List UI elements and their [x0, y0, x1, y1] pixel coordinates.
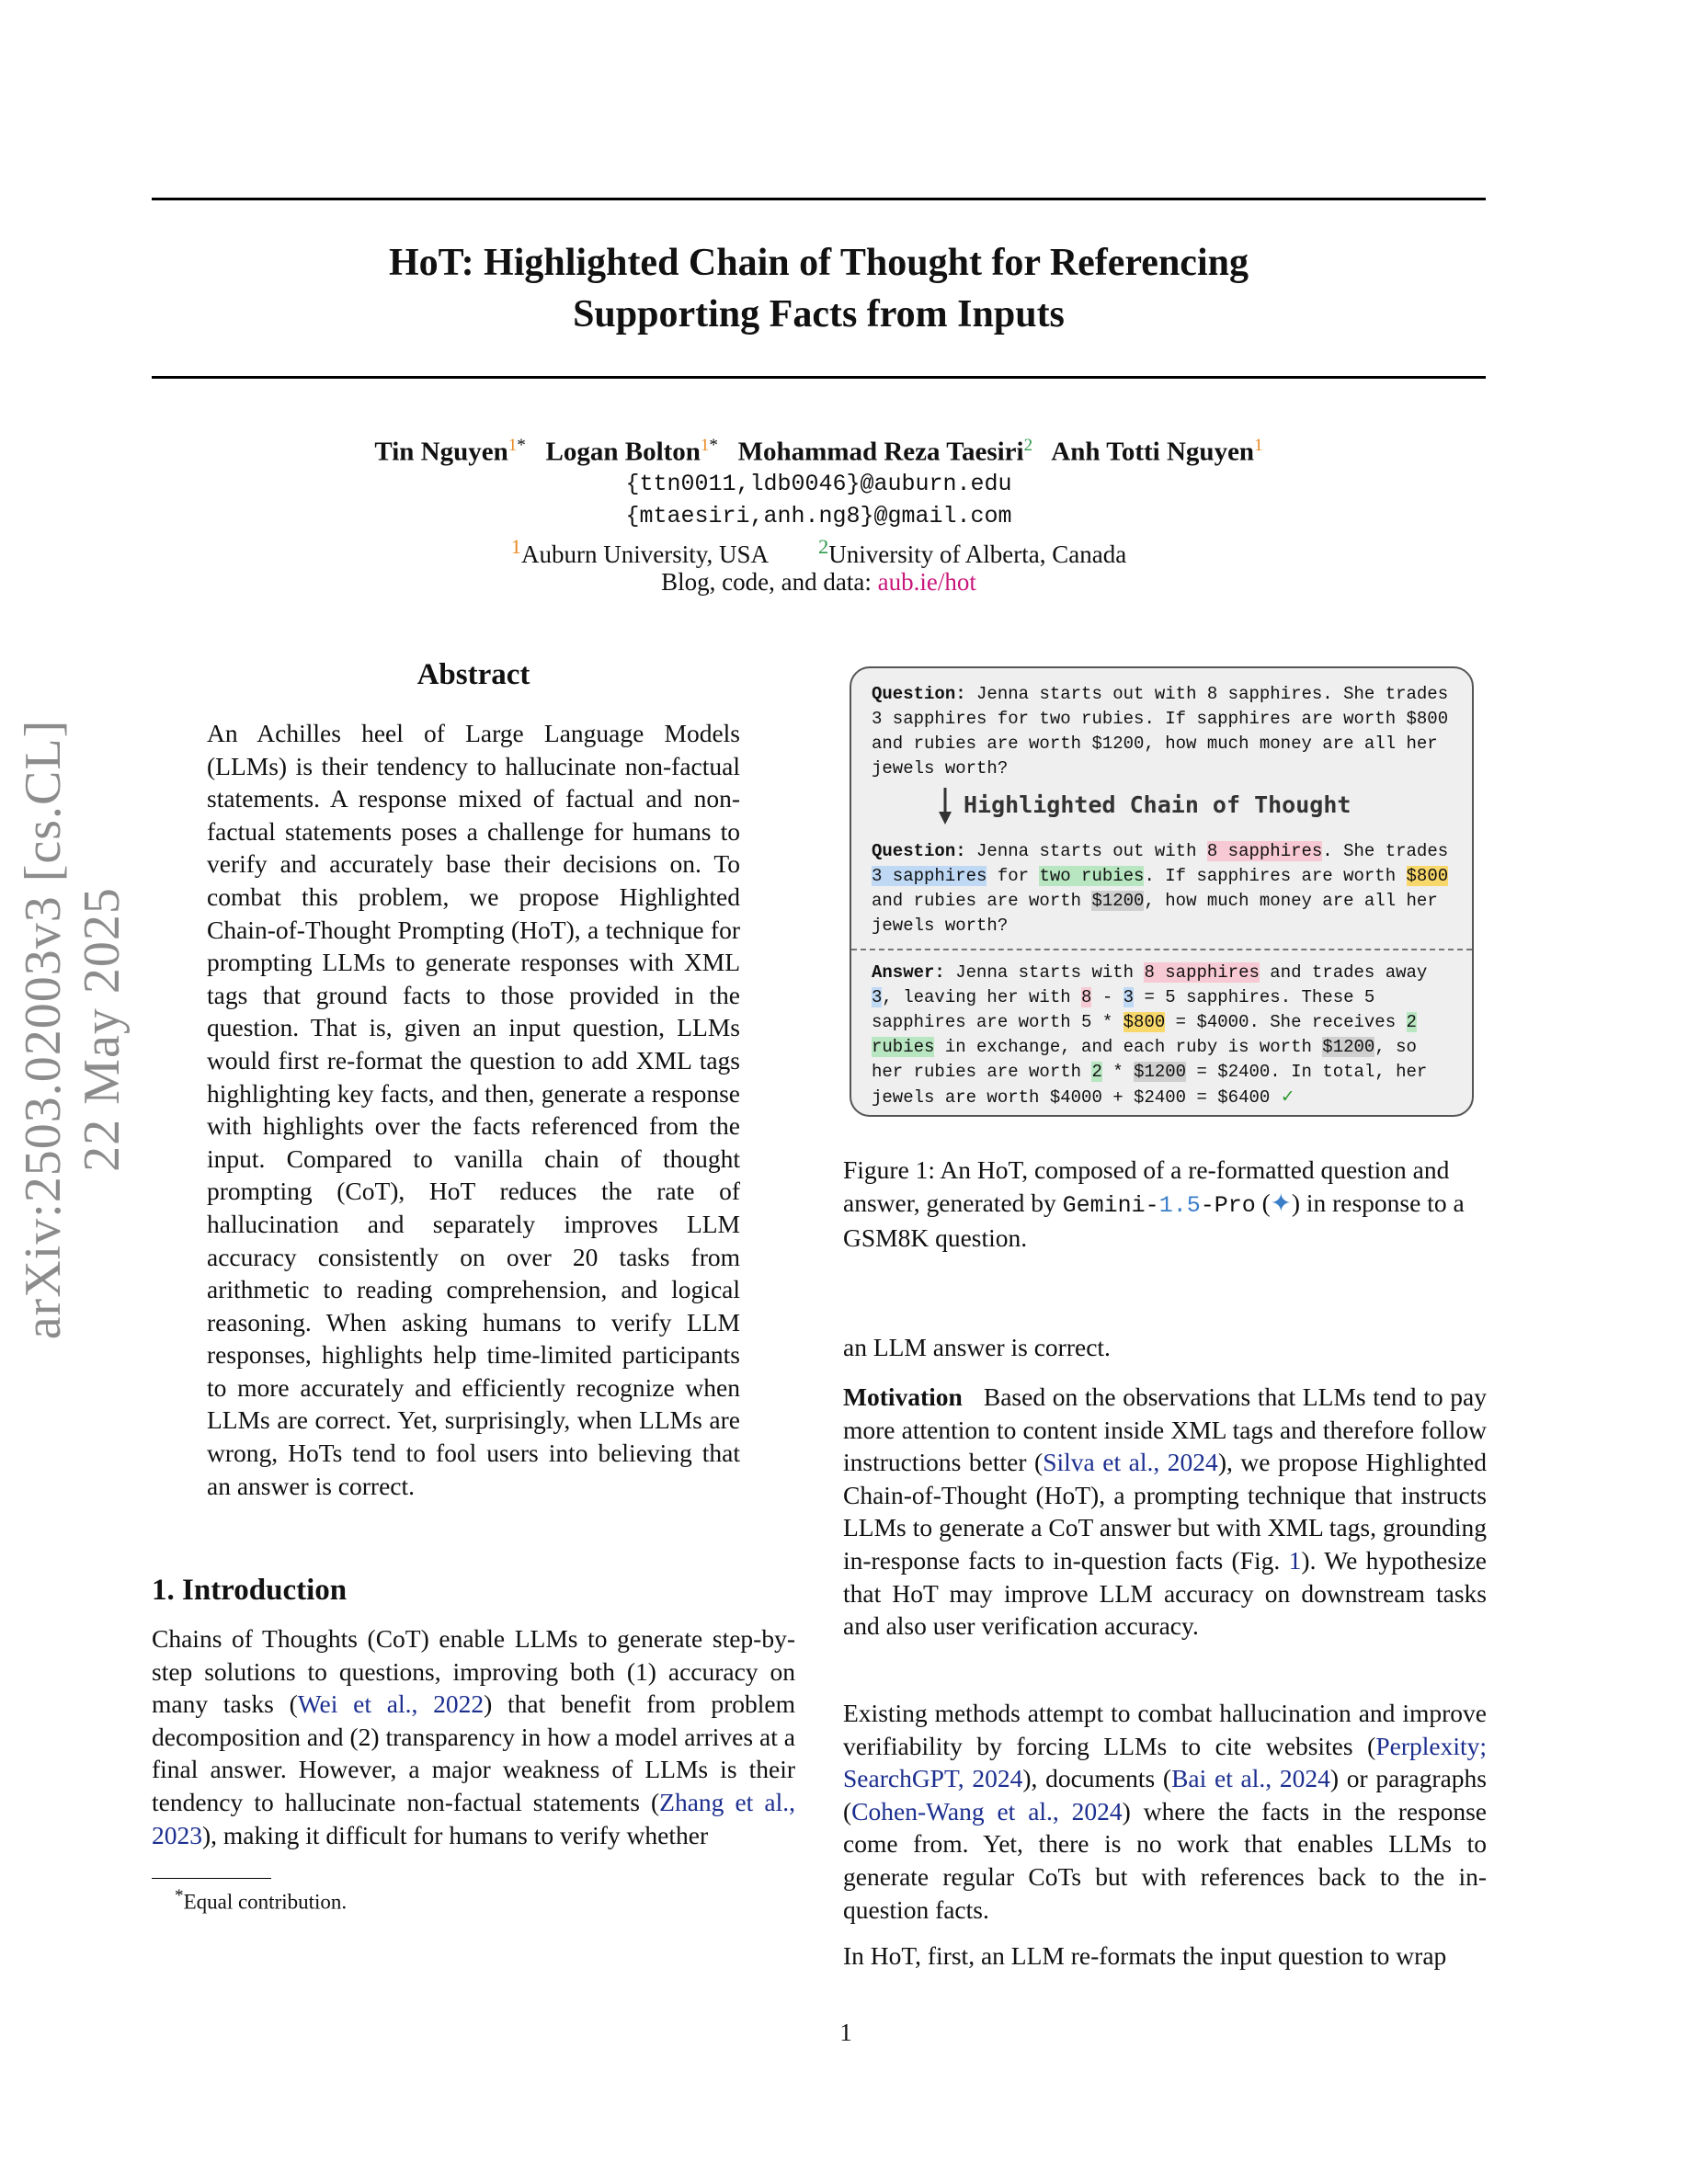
down-arrow-icon: [936, 786, 954, 826]
motivation-heading: Motivation: [843, 1382, 963, 1411]
footnote-rule: [152, 1878, 271, 1879]
intro-paragraph: [152, 1622, 795, 1851]
a-text: and trades away: [1259, 962, 1428, 983]
highlight-fact: 3: [872, 987, 883, 1007]
a-text: -: [1091, 987, 1123, 1007]
email-line-1: {ttn0011,ldb0046}@auburn.edu: [625, 471, 1012, 497]
citation-link[interactable]: Wei et al., 2022: [297, 1689, 485, 1719]
footnote-text: Equal contribution.: [183, 1890, 348, 1914]
a-text: Jenna starts with: [955, 962, 1145, 983]
motivation-text: ). We hypothesize that HoT may improve LLM accuracy on downstream tasks and also user verification accuracy.: [843, 1545, 1487, 1641]
intro-text: ) that benefit from problem decomposition and (2) transparency in how a model arrives at a final answer. However, a major weakness of LLMs is their tendency to hallucinate non-factual statements (: [152, 1689, 795, 1816]
citation-link[interactable]: Bai et al., 2024: [1171, 1764, 1330, 1793]
highlight-fact: 8 sapphires: [1206, 841, 1323, 861]
blog-line: [152, 568, 1486, 597]
author-list: [152, 436, 1486, 468]
existing-text: Existing methods attempt to combat hallucination and improve verifiability by forcing LLMs to cite websites (: [843, 1699, 1487, 1760]
a-text: in exchange, and each ruby is worth: [934, 1037, 1323, 1057]
answer-label: Answer:: [872, 962, 945, 983]
author-name: Tin Nguyen: [374, 437, 508, 467]
affiliation-name: Auburn University, USA: [521, 540, 770, 568]
highlight-fact: $1200: [1322, 1037, 1375, 1057]
gemini-star-icon: ✦: [1270, 1188, 1292, 1218]
highlight-fact: 2: [1091, 1062, 1102, 1082]
highlight-fact: 2 rubies: [872, 1012, 1417, 1057]
hot-arrow-label: Highlighted Chain of Thought: [964, 791, 1352, 818]
check-icon: ✓: [1280, 1086, 1295, 1107]
caption-text: Figure 1: An HoT, composed of a re-formatted question and answer, generated by: [843, 1155, 1450, 1217]
abstract-text: An Achilles heel of Large Language Models (LLMs) is their tendency to hallucinate non-factual statements. A response mixed of factual and non-factual statements poses a challenge for humans to verify and accurately base their decisions on. To combat this problem, we propose Highlighted Chain-of-Thought Prompting (HoT), a technique for prompting LLMs to generate responses with XML tags that ground facts to those provided in the question. That is, given an input question, LLMs would first re-format the question to add XML tags highlighting key facts, and then, generate a response with highlights over the facts referenced from the input. Compared to vanilla chain of thought prompting (CoT), HoT reduces the rate of hallucination and separately improves LLM accuracy consistently on over 20 tasks from arithmetic to reading comprehension, and logical reasoning. When asking humans to verify LLM responses, highlights help time-limited participants to more accurately and efficiently recognize when LLMs are correct. Yet, surprisingly, when LLMs are wrong, HoTs tend to fool users into believing that an answer is correct.: [207, 719, 740, 1500]
highlighted-question: [872, 839, 1456, 938]
a-text: = $2400. In total, her jewels are worth $4000 + $2400 = $6400: [872, 1062, 1428, 1108]
a-text: = 5 sapphires. These 5 sapphires are worth 5 *: [872, 987, 1375, 1032]
highlight-fact: 8: [1081, 987, 1092, 1007]
author-mark: *: [709, 436, 718, 455]
existing-text: ) or paragraphs (: [843, 1764, 1488, 1826]
title-line-2: Supporting Facts from Inputs: [573, 293, 1065, 336]
existing-methods-paragraph: [843, 1697, 1487, 1926]
author-name: Anh Totti Nguyen: [1051, 437, 1255, 467]
citation-link[interactable]: Zhang et al., 2023: [152, 1787, 795, 1849]
hot-arrow-row: [936, 786, 1451, 826]
figure-ref-link[interactable]: 1: [1288, 1545, 1302, 1575]
q-text: for: [987, 866, 1040, 886]
highlight-fact: 3: [1123, 987, 1135, 1007]
footnote: [175, 1886, 347, 1915]
hot-intro-paragraph: In HoT, first, an LLM re-formats the input question to wrap: [843, 1941, 1447, 1970]
motivation-text: Based on the observations that LLMs tend to pay more attention to content inside XML tags and therefore follow instructions better (: [843, 1382, 1487, 1477]
highlight-fact: 3 sapphires: [872, 866, 987, 886]
right-continued-text: an LLM answer is correct.: [843, 1333, 1111, 1361]
email-line-2: {mtaesiri,anh.ng8}@gmail.com: [625, 503, 1012, 529]
author-name: Mohammad Reza Taesiri: [737, 437, 1024, 467]
citation-link[interactable]: Cohen-Wang et al., 2024: [851, 1796, 1123, 1826]
affiliations: [152, 535, 1486, 569]
highlight-fact: $800: [1406, 866, 1449, 886]
motivation-paragraph: [843, 1381, 1487, 1643]
author-name: Logan Bolton: [545, 437, 701, 467]
q-text: . She trades: [1322, 841, 1449, 861]
citation-link[interactable]: Perplexity; SearchGPT, 2024: [843, 1731, 1487, 1793]
highlight-fact: two rubies: [1039, 866, 1145, 886]
footnote-mark: *: [175, 1886, 184, 1905]
blog-link[interactable]: aub.ie/hot: [877, 568, 976, 596]
title-top-rule: [152, 198, 1486, 200]
author-affiliation: 2: [1023, 436, 1033, 455]
author-affiliation: 1: [700, 436, 710, 455]
q-text: . If sapphires are worth: [1144, 866, 1407, 886]
a-text: , leaving her with: [882, 987, 1082, 1007]
a-text: , so her rubies are worth: [872, 1037, 1417, 1082]
author-affiliation: 1: [508, 436, 518, 455]
title-line-1: HoT: Highlighted Chain of Thought for Referencing: [389, 242, 1249, 284]
highlight-fact: $800: [1123, 1012, 1166, 1032]
figure-caption: [843, 1154, 1487, 1255]
existing-text: ) where the facts in the response come from. Yet, there is no work that enables LLMs to generate regular CoTs but with references back to the in-question facts.: [843, 1796, 1487, 1924]
intro-text: Chains of Thoughts (CoT) enable LLMs to generate step-by-step solutions to questions, improving both (1) accuracy on many tasks (: [152, 1624, 795, 1719]
affiliation-name: University of Alberta, Canada: [828, 540, 1127, 568]
question-text: Jenna starts out with 8 sapphires. She trades 3 sapphires for two rubies. If sapphires are worth $800 and rubies are worth $1200, how much money are all her jewels worth?: [872, 684, 1449, 779]
model-suffix: -Pro: [1200, 1191, 1256, 1219]
figure-1-box: [850, 666, 1474, 1117]
page-number: 1: [839, 2019, 852, 2046]
q-text: , how much money are all her jewels worth?: [872, 891, 1438, 936]
model-version: 1.5: [1158, 1191, 1201, 1219]
question-label: Question:: [872, 684, 966, 704]
arxiv-stamp: arXiv:2503.02003v3 [cs.CL] 22 May 2025: [15, 719, 131, 1340]
title-bottom-rule: [152, 376, 1486, 379]
q-text: Jenna starts out with: [976, 841, 1207, 861]
figure-divider: [851, 949, 1472, 950]
blog-label: Blog, code, and data:: [661, 568, 872, 596]
author-affiliation: 1: [1254, 436, 1263, 455]
intro-text: ), making it difficult for humans to verify whether: [202, 1820, 709, 1849]
question-label: Question:: [872, 841, 966, 861]
caption-text: ) in response to a GSM8K question.: [843, 1188, 1465, 1253]
affiliation-number: 1: [510, 535, 522, 558]
a-text: *: [1101, 1062, 1135, 1082]
highlight-fact: $1200: [1091, 891, 1145, 911]
a-text: = $4000. She receives: [1165, 1012, 1407, 1032]
motivation-text: ), we propose Highlighted Chain-of-Thought (HoT), a prompting technique that instructs LLMs to generate a CoT answer but with XML tags, grounding in-response facts to in-question facts (Fig.: [843, 1448, 1487, 1575]
highlight-fact: $1200: [1134, 1062, 1187, 1082]
original-question: [872, 682, 1456, 781]
existing-text: ), documents (: [1022, 1764, 1172, 1793]
paper-title: [152, 237, 1486, 340]
caption-text: (: [1255, 1188, 1271, 1217]
intro-heading: 1. Introduction: [152, 1574, 348, 1607]
highlighted-answer: [872, 961, 1456, 1110]
model-name: Gemini-: [1062, 1191, 1159, 1219]
highlight-fact: 8 sapphires: [1144, 962, 1260, 983]
author-mark: *: [517, 436, 526, 455]
affiliation-number: 2: [818, 535, 829, 558]
abstract-heading: Abstract: [416, 658, 530, 691]
q-text: and rubies are worth: [872, 891, 1092, 911]
citation-link[interactable]: Silva et al., 2024: [1043, 1448, 1218, 1477]
